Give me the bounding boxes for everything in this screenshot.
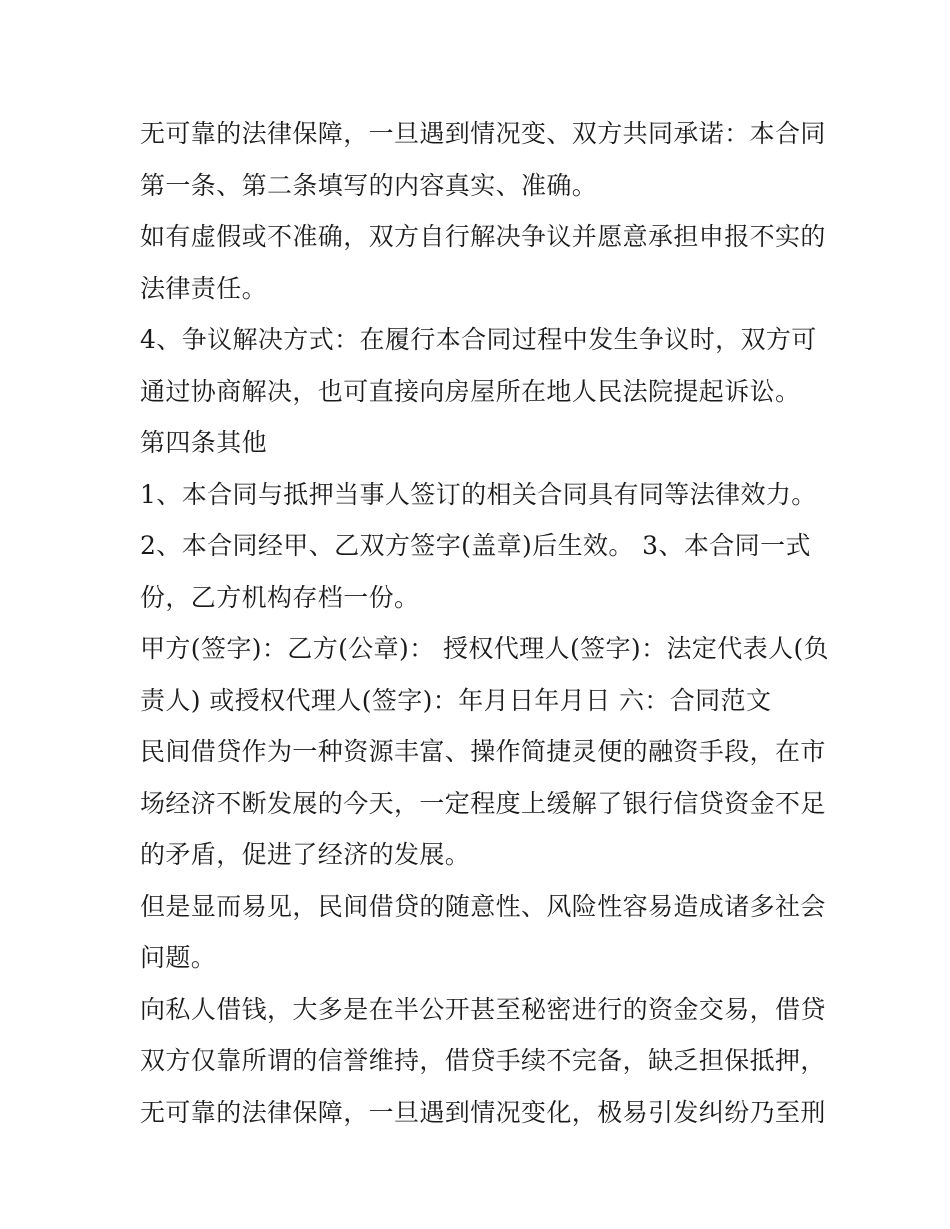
text-line: 无可靠的法律保障，一旦遇到情况变、双方共同承诺：本合同	[140, 119, 826, 148]
text-line: 如有虚假或不准确，双方自行解决争议并愿意承担申报不实的	[140, 222, 826, 251]
text-line: 向私人借钱，大多是在半公开甚至秘密进行的资金交易，借贷	[140, 994, 826, 1024]
text-line: 民间借贷作为一种资源丰富、操作简捷灵便的融资手段，在市	[140, 737, 826, 766]
text-line: 双方仅靠所谓的信誉维持，借贷手续不完备，缺乏担保抵押，	[140, 1046, 826, 1075]
text-line: 2、本合同经甲、乙双方签字(盖章)后生效。 3、本合同一式	[140, 531, 811, 560]
text-line: 问题。	[140, 943, 217, 972]
text-line: 份，乙方机构存档一份。	[140, 582, 420, 612]
text-line: 的矛盾，促进了经济的发展。	[140, 840, 471, 869]
text-line: 通过协商解决，也可直接向房屋所在地人民法院提起诉讼。	[140, 376, 801, 406]
text-line: 法律责任。	[140, 273, 268, 303]
text-line: 1、本合同与抵押当事人签订的相关合同具有同等法律效力。	[140, 479, 817, 509]
text-line: 4、争议解决方式：在履行本合同过程中发生争议时，双方可	[140, 325, 817, 354]
text-line: 无可靠的法律保障，一旦遇到情况变化，极易引发纠纷乃至刑	[140, 1097, 826, 1127]
text-line: 第一条、第二条填写的内容真实、准确。	[140, 170, 598, 200]
section-heading: 第四条其他	[140, 428, 268, 457]
document-body	[140, 108, 830, 1138]
text-line: 场经济不断发展的今天，一定程度上缓解了银行信贷资金不足	[140, 788, 826, 818]
text-line: 但是显而易见，民间借贷的随意性、风险性容易造成诸多社会	[140, 891, 826, 921]
signature-line: 甲方(签字)：乙方(公章)： 授权代理人(签字)：法定代表人(负	[140, 634, 830, 663]
signature-line: 责人) 或授权代理人(签字)：年月日年月日 六：合同范文	[140, 685, 772, 715]
